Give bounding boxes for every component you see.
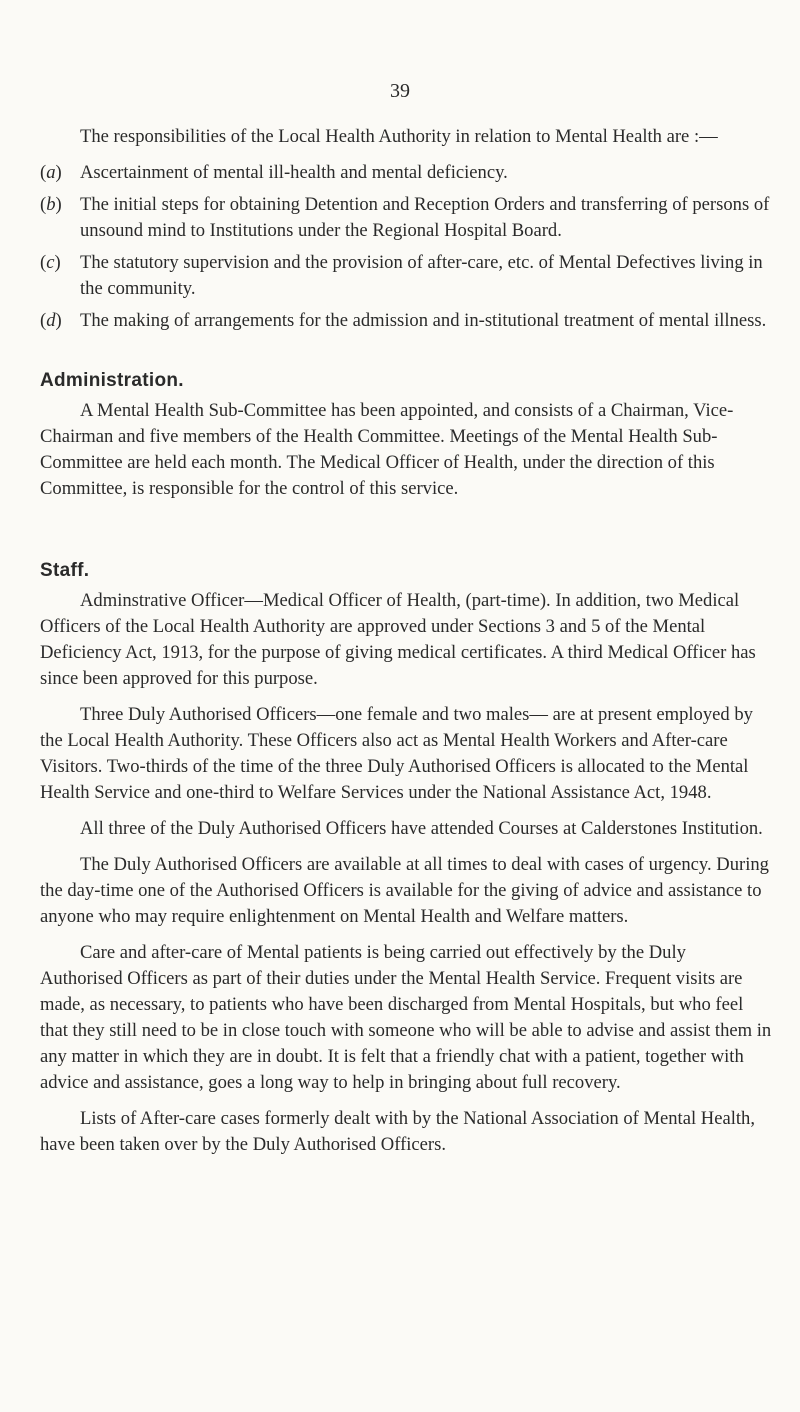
list-item-text: The statutory supervision and the provision of after-care, etc. of Mental Defectives living in the community. (80, 252, 763, 299)
intro-paragraph: The responsibilities of the Local Health Authority in relation to Mental Health are :— (80, 126, 718, 147)
administration-paragraph: A Mental Health Sub-Committee has been appointed, and consists of a Chairman, Vice-Chairman and five members of the Health Committee. Meetings of the Mental Health Sub-Committee are held each month. The Medical Officer of Health, under the direction of this Committee, is responsible for the control of this service. (40, 400, 734, 499)
list-item-text: The initial steps for obtaining Detention and Reception Orders and transferring of persons of unsound mind to Institutions under the Regional Hospital Board. (80, 194, 770, 241)
list-marker: (a) (40, 162, 62, 183)
staff-paragraph: All three of the Duly Authorised Officers have attended Courses at Calderstones Institution. (80, 818, 763, 839)
list-item (40, 160, 772, 186)
list-item (40, 250, 772, 302)
list-item-text: The making of arrangements for the admission and in-stitutional treatment of mental illness. (80, 310, 767, 331)
administration-heading: Administration. (40, 370, 184, 391)
list-marker: (d) (40, 310, 62, 331)
staff-paragraph: Care and after-care of Mental patients is being carried out effectively by the Duly Authorised Officers as part of their duties under the Mental Health Service. Frequent visits are made, as necessary, to patients who have been discharged from Mental Hospitals, but who feel that they still need to be in close touch with someone who will be able to advise and assist them in any matter in which they are in doubt. It is felt that a friendly chat with a patient, together with advice and assistance, goes a long way to help in bringing about full recovery. (40, 942, 772, 1093)
list-marker: (c) (40, 252, 61, 273)
list-marker: (b) (40, 194, 62, 215)
staff-heading: Staff. (40, 560, 90, 581)
list-item (40, 308, 772, 334)
page-number: 39 (390, 80, 410, 102)
list-item-text: Ascertainment of mental ill-health and mental deficiency. (80, 162, 508, 183)
responsibilities-list (40, 160, 772, 334)
document-body (40, 124, 772, 1158)
staff-paragraph: Adminstrative Officer—Medical Officer of Health, (part-time). In addition, two Medical Officers of the Local Health Authority are approved under Sections 3 and 5 of the Mental Deficiency Act, 1913, for the purpose of giving medical certificates. A third Medical Officer has since been approved for this purpose. (40, 590, 756, 689)
staff-paragraph: Three Duly Authorised Officers—one female and two males— are at present employed by the Local Health Authority. These Officers also act as Mental Health Workers and After-care Visitors. Two-thirds of the time of the three Duly Authorised Officers is allocated to the Mental Health Service and one-third to Welfare Services under the National Assistance Act, 1948. (40, 704, 753, 803)
staff-paragraph: Lists of After-care cases formerly dealt with by the National Association of Mental Health, have been taken over by the Duly Authorised Officers. (40, 1108, 755, 1155)
list-item (40, 192, 772, 244)
staff-paragraph: The Duly Authorised Officers are available at all times to deal with cases of urgency. During the day-time one of the Authorised Officers is available for the giving of advice and assistance to anyone who may require enlightenment on Mental Health and Welfare matters. (40, 854, 769, 927)
